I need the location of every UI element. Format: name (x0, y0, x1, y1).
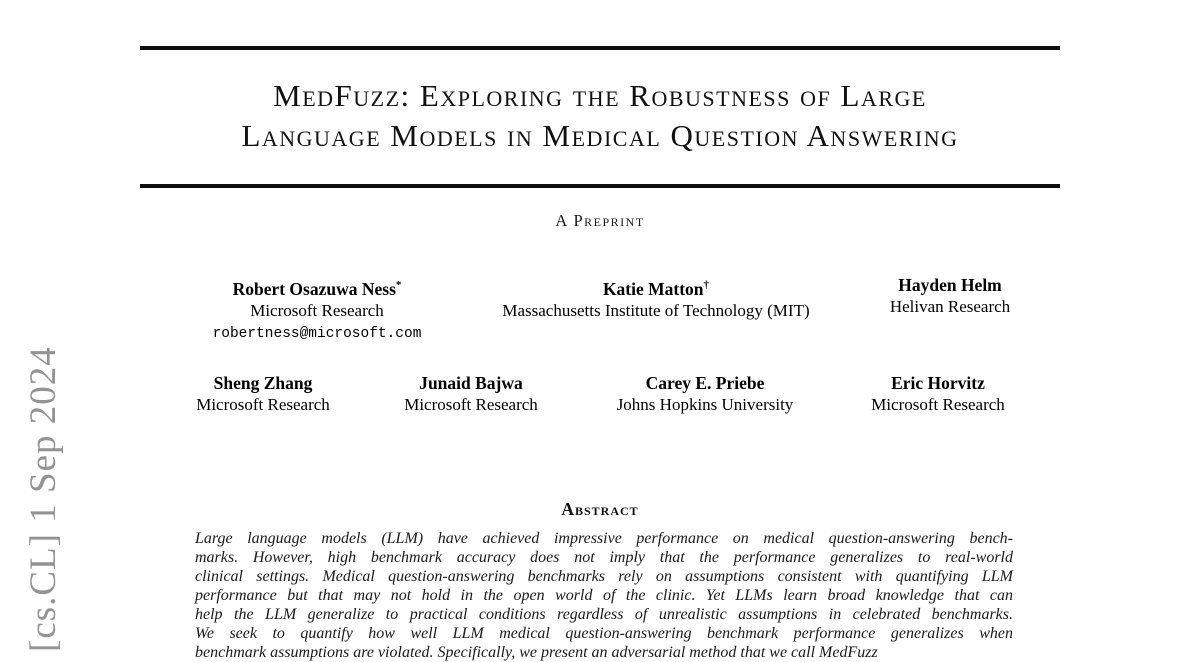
abstract-line: Large language models (LLM) have achieved impressive performance on medical question-answering bench- (195, 530, 1013, 547)
author-name-text: Junaid Bajwa (419, 373, 523, 393)
author-block-matton (502, 275, 809, 321)
author-block-bajwa (404, 373, 538, 415)
abstract-line: clinical settings. Medical question-answering benchmarks rely on assumptions consistent with quantifying LLM (195, 568, 1013, 585)
arxiv-stamp: [cs.CL] 1 Sep 2024 (23, 346, 64, 652)
author-name (871, 373, 1005, 394)
author-affiliation: Microsoft Research (196, 395, 330, 414)
author-affiliation: Helivan Research (889, 297, 1011, 316)
abstract-line: performance but that may not hold in the open world of the clinic. Yet LLMs learn broad knowledge that can (195, 587, 1013, 604)
author-block-horvitz (871, 373, 1005, 415)
abstract-heading: Abstract (561, 499, 639, 519)
author-affiliation: Microsoft Research (871, 395, 1005, 414)
author-name-text: Katie Matton (602, 278, 704, 299)
abstract-line-clipped: benchmark assumptions are violated. Specifically, we present an adversarial method that we call MedFuzz (195, 644, 878, 661)
author-name-text: Carey E. Priebe (645, 373, 765, 393)
author-affiliation: Massachusetts Institute of Technology (MIT) (502, 300, 810, 320)
abstract-line: marks. However, high benchmark accuracy does not imply that the performance generalizes to real-world (195, 549, 1013, 566)
author-affiliation: Microsoft Research (250, 300, 384, 320)
author-affiliation: Microsoft Research (404, 395, 538, 414)
author-name (213, 275, 422, 300)
author-affiliation: Johns Hopkins University (616, 395, 794, 414)
author-email: robertness@microsoft.com (212, 325, 422, 342)
paper-title-line1: MedFuzz: Exploring the Robustness of Large (273, 78, 927, 113)
author-block-helm (890, 275, 1010, 317)
author-name (196, 373, 330, 394)
author-block-zhang (196, 373, 330, 415)
author-name-text: Hayden Helm (898, 275, 1002, 295)
author-name-text: Sheng Zhang (213, 373, 313, 393)
abstract-body (195, 529, 1013, 662)
paper-title-line2: Language Models in Medical Question Answering (241, 118, 959, 153)
author-name (404, 373, 538, 394)
abstract-line: We seek to quantify how well LLM medical question-answering benchmark performance generalizes when (195, 625, 1013, 642)
author-footnote-mark: † (703, 279, 710, 291)
preprint-label: A Preprint (555, 211, 645, 230)
author-name (617, 373, 794, 394)
author-footnote-mark: * (395, 279, 402, 291)
title-rule-bottom (140, 184, 1060, 188)
abstract-line: help the LLM generalize to practical conditions regardless of unrealistic assumptions in celebrated benchmarks. (195, 606, 1013, 623)
author-name (890, 275, 1010, 296)
paper-title (140, 76, 1060, 156)
author-block-ness (213, 275, 422, 345)
author-block-priebe (617, 373, 794, 415)
author-name-text: Eric Horvitz (891, 373, 985, 393)
author-name (502, 275, 809, 300)
title-rule-top (140, 46, 1060, 50)
author-name-text: Robert Osazuwa Ness (232, 278, 396, 299)
